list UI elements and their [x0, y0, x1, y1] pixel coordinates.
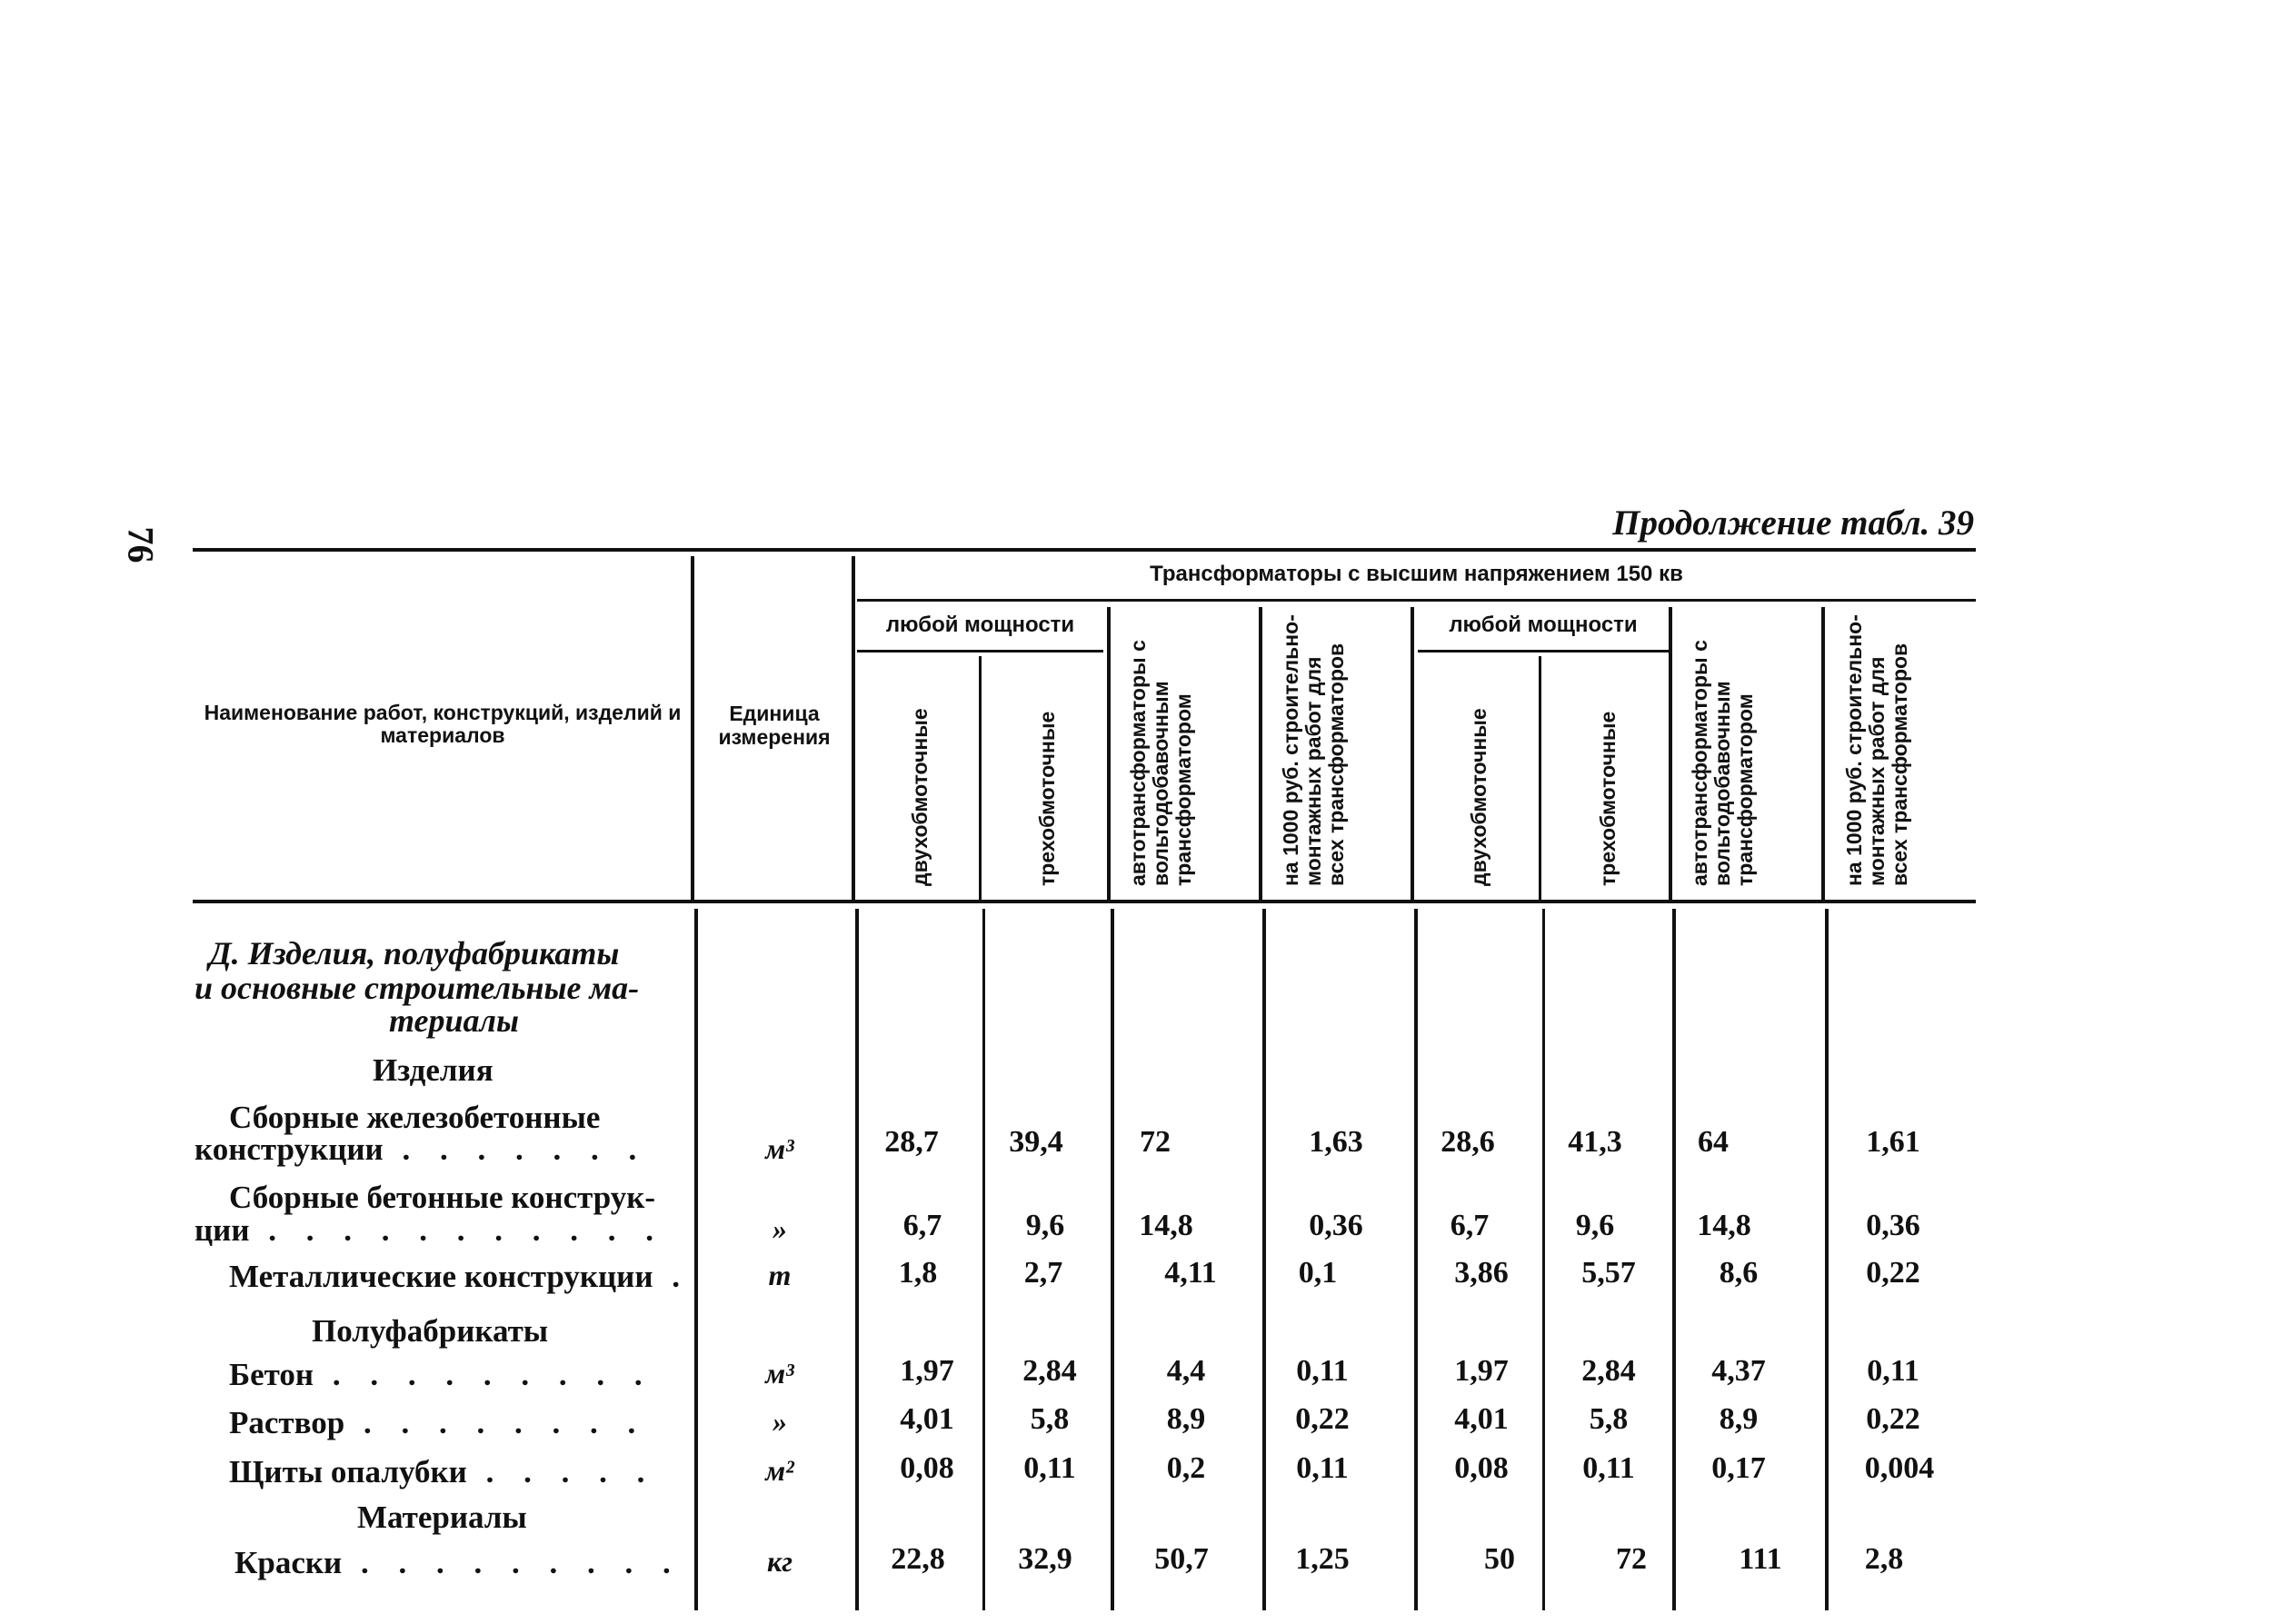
row-1-value-6: 41,3 [1568, 1125, 1622, 1159]
row-6-value-5: 0,08 [1454, 1451, 1509, 1485]
row-1-value-5: 28,6 [1441, 1125, 1495, 1159]
row-6-value-2: 0,11 [1023, 1451, 1076, 1485]
row-7-unit: кг [766, 1545, 793, 1578]
row-2-value-4: 0,36 [1309, 1209, 1363, 1242]
header-col-4: на 1000 руб. строительно-монтажных работ для всех трансформаторов [1279, 614, 1348, 886]
vrule-h-9 [1821, 607, 1825, 900]
row-2-value-8: 0,36 [1866, 1209, 1920, 1242]
vrule-b-4 [1111, 909, 1114, 1610]
row-4-unit: м³ [765, 1357, 794, 1390]
vrule-h-3 [979, 656, 982, 900]
row-2-value-7: 14,8 [1697, 1209, 1751, 1242]
row-4-value-5: 1,97 [1454, 1354, 1509, 1388]
row-6-value-1: 0,08 [900, 1451, 954, 1485]
vrule-h-7 [1539, 656, 1541, 900]
header-col-6: трехобмоточные [1596, 711, 1620, 886]
row-7-value-4: 1,25 [1295, 1542, 1350, 1576]
row-5-value-3: 8,9 [1166, 1402, 1206, 1436]
section-title-line-1: Д. Изделия, полуфабрикаты [209, 935, 620, 971]
row-5-value-1: 4,01 [900, 1402, 954, 1436]
row-6-name: Щиты опалубки . . . . . [229, 1454, 656, 1489]
row-5-value-2: 5,8 [1030, 1402, 1070, 1436]
subheading-izdeliya: Изделия [373, 1052, 493, 1088]
row-2-value-3: 14,8 [1139, 1209, 1193, 1242]
row-3-value-4: 0,1 [1298, 1256, 1338, 1290]
row-7-value-3: 50,7 [1154, 1542, 1209, 1576]
row-6-value-8: 0,004 [1864, 1451, 1935, 1485]
row-5-value-7: 8,9 [1719, 1402, 1759, 1436]
header-col-2: трехобмоточные [1035, 711, 1059, 886]
vrule-h-8 [1669, 607, 1672, 900]
section-title-line-3: териалы [389, 1002, 519, 1039]
row-6-value-3: 0,2 [1166, 1451, 1206, 1485]
row-6-value-7: 0,17 [1711, 1451, 1766, 1485]
row-4-value-7: 4,37 [1711, 1354, 1766, 1388]
row-3-value-2: 2,7 [1023, 1256, 1063, 1290]
row-1-unit: м³ [765, 1132, 794, 1165]
vrule-h-1 [691, 556, 694, 900]
row-7-value-6: 72 [1616, 1542, 1647, 1576]
row-3-value-1: 1,8 [898, 1256, 938, 1290]
header-col-3: автотрансформаторы с вольтодобавочным трансформатором [1126, 640, 1195, 886]
row-3-value-7: 8,6 [1719, 1256, 1759, 1290]
vrule-b-7 [1542, 909, 1545, 1610]
row-3-value-5: 3,86 [1454, 1256, 1509, 1290]
vrule-b-8 [1672, 909, 1676, 1610]
row-7-value-1: 22,8 [891, 1542, 945, 1576]
group-rule [857, 599, 1976, 602]
row-4-value-4: 0,11 [1296, 1354, 1349, 1388]
row-2-name-line-1: Сборные бетонные конструк- [229, 1180, 656, 1215]
row-5-value-6: 5,8 [1589, 1402, 1629, 1436]
header-col-8: на 1000 руб. строительно-монтажных работ для всех трансформаторов [1842, 614, 1911, 886]
row-7-value-2: 32,9 [1018, 1542, 1072, 1576]
row-2-value-5: 6,7 [1450, 1209, 1490, 1242]
row-1-value-4: 1,63 [1309, 1125, 1363, 1159]
row-7-value-8: 2,8 [1864, 1542, 1904, 1576]
vrule-b-1 [694, 909, 698, 1610]
subheading-materialy: Материалы [357, 1499, 527, 1535]
row-5-value-8: 0,22 [1866, 1402, 1920, 1436]
subgroup-rule-1 [857, 650, 1103, 653]
row-4-value-3: 4,4 [1166, 1354, 1206, 1388]
table-top-rule [193, 548, 1976, 552]
row-2-value-6: 9,6 [1575, 1209, 1615, 1242]
row-4-value-6: 2,84 [1581, 1354, 1636, 1388]
row-6-unit: м² [765, 1454, 794, 1487]
header-col-7: автотрансформаторы с вольтодобавочным трансформатором [1688, 640, 1757, 886]
header-unit-column: Единица измерения [718, 702, 831, 749]
header-bottom-rule [193, 900, 1976, 903]
row-2-unit: » [773, 1212, 787, 1245]
row-1-value-2: 39,4 [1009, 1125, 1063, 1159]
row-3-value-6: 5,57 [1581, 1256, 1636, 1290]
header-col-5: двухобмоточные [1467, 708, 1490, 886]
row-2-value-1: 6,7 [902, 1209, 942, 1242]
row-2-value-2: 9,6 [1025, 1209, 1065, 1242]
row-2-name-line-2: ции . . . . . . . . . . . [194, 1212, 664, 1248]
row-1-value-3: 72 [1140, 1125, 1171, 1159]
row-1-name-line-2: конструкции . . . . . . . [194, 1131, 648, 1167]
row-1-value-7: 64 [1698, 1125, 1729, 1159]
row-5-value-4: 0,22 [1295, 1402, 1350, 1436]
row-4-value-8: 0,11 [1867, 1354, 1919, 1388]
row-6-value-4: 0,11 [1296, 1451, 1349, 1485]
subgroup-rule-2 [1418, 650, 1669, 653]
row-7-value-5: 50 [1484, 1542, 1515, 1576]
header-group-title: Трансформаторы с высшим напряжением 150 кв [1150, 562, 1683, 586]
vrule-h-4 [1107, 607, 1111, 900]
row-4-value-2: 2,84 [1022, 1354, 1077, 1388]
vrule-b-6 [1414, 909, 1418, 1610]
section-title-line-2: и основные строительные ма- [194, 970, 640, 1006]
page-number: 76 [120, 526, 162, 563]
subheading-polufabrikaty: Полуфабрикаты [312, 1313, 549, 1349]
row-1-value-1: 28,7 [884, 1125, 939, 1159]
row-3-value-3: 4,11 [1164, 1256, 1217, 1290]
vrule-b-9 [1825, 909, 1829, 1610]
row-5-name: Раствор . . . . . . . . [229, 1405, 647, 1440]
row-3-value-8: 0,22 [1866, 1256, 1920, 1290]
header-subgroup-1: любой мощности [885, 613, 1075, 637]
row-7-value-7: 111 [1739, 1542, 1782, 1576]
row-4-value-1: 1,97 [900, 1354, 954, 1388]
row-5-unit: » [773, 1405, 787, 1438]
row-4-name: Бетон . . . . . . . . . [229, 1357, 653, 1392]
row-5-value-5: 4,01 [1454, 1402, 1509, 1436]
vrule-h-2 [852, 556, 855, 900]
row-3-name: Металлические конструкции . [229, 1259, 692, 1294]
header-subgroup-2: любой мощности [1449, 613, 1638, 637]
header-col-1: двухобмоточные [908, 708, 932, 886]
vrule-h-5 [1259, 607, 1262, 900]
row-7-name: Краски . . . . . . . . . [234, 1545, 682, 1580]
row-1-name-line-1: Сборные железобетонные [229, 1100, 601, 1135]
row-6-value-6: 0,11 [1582, 1451, 1635, 1485]
header-name-column: Наименование работ, конструкций, изделий и материалов [204, 701, 682, 747]
vrule-h-6 [1411, 607, 1414, 900]
row-3-unit: т [768, 1259, 792, 1291]
table-caption: Продолжение табл. 39 [1612, 503, 1974, 543]
row-1-value-8: 1,61 [1866, 1125, 1920, 1159]
